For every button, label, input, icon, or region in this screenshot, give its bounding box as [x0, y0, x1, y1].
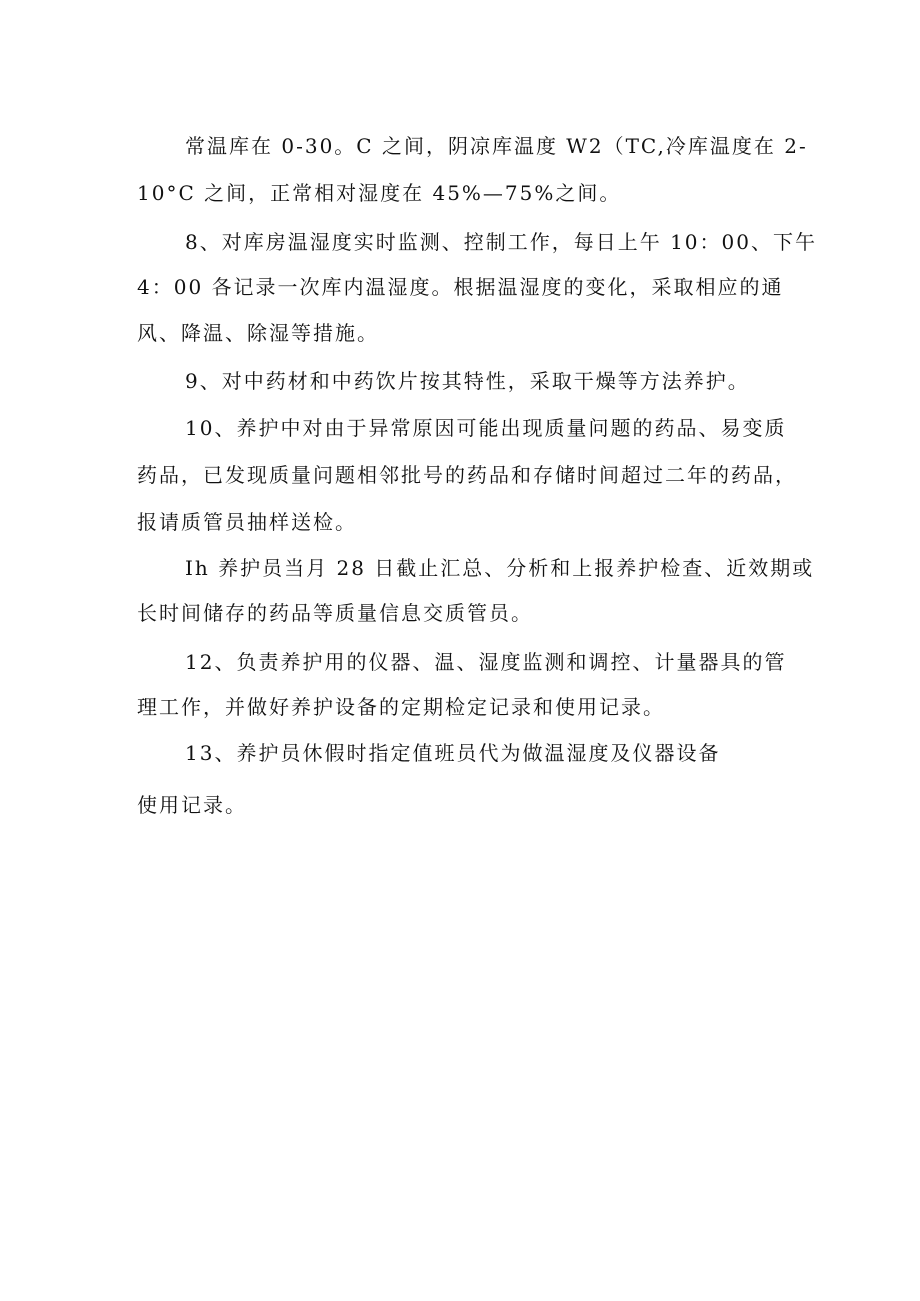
- paragraph-7-line-1: 常温库在 0-30。C 之间，阴凉库温度 W2（TC,冷库温度在 2-: [185, 134, 808, 158]
- paragraph-11-line-2: 长时间储存的药品等质量信息交质管员。: [137, 601, 533, 625]
- paragraph-8-line-3: 风、降温、除湿等措施。: [137, 321, 379, 345]
- paragraph-10-line-2: 药品，已发现质量问题相邻批号的药品和存储时间超过二年的药品，: [137, 463, 797, 487]
- paragraph-10-line-3: 报请质管员抽样送检。: [137, 510, 357, 534]
- paragraph-7-line-2: 10°C 之间，正常相对湿度在 45%—75%之间。: [137, 181, 622, 205]
- paragraph-10-line-1: 10、养护中对由于异常原因可能出现质量问题的药品、易变质: [185, 416, 787, 440]
- paragraph-8-line-1: 8、对库房温湿度实时监测、控制工作，每日上午 10：00、下午: [185, 230, 817, 254]
- paragraph-8-line-2: 4：00 各记录一次库内温湿度。根据温湿度的变化，采取相应的通: [137, 275, 784, 299]
- paragraph-13-line-1: 13、养护员休假时指定值班员代为做温湿度及仪器设备: [185, 741, 721, 765]
- paragraph-12-line-2: 理工作，并做好养护设备的定期检定记录和使用记录。: [137, 695, 665, 719]
- paragraph-9-line-1: 9、对中药材和中药饮片按其特性，采取干燥等方法养护。: [185, 369, 750, 393]
- paragraph-13-line-2: 使用记录。: [137, 793, 247, 817]
- paragraph-12-line-1: 12、负责养护用的仪器、温、湿度监测和调控、计量器具的管: [185, 650, 787, 674]
- paragraph-11-line-1: Ih 养护员当月 28 日截止汇总、分析和上报养护检查、近效期或: [185, 556, 815, 580]
